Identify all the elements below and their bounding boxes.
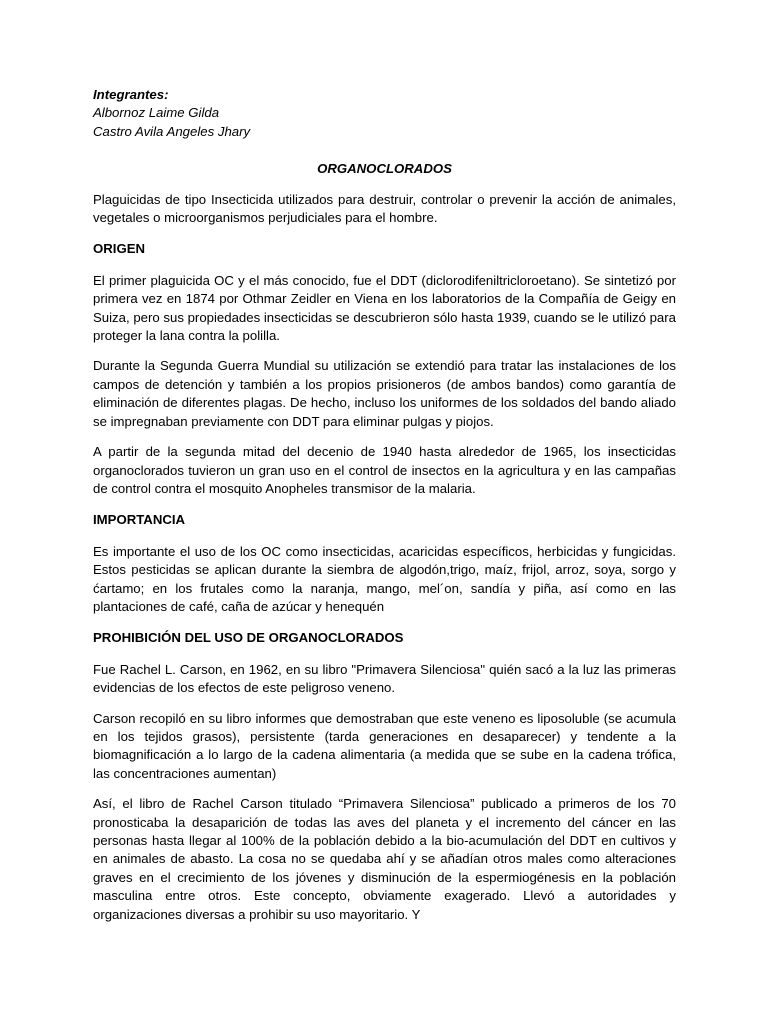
member-name: Albornoz Laime Gilda <box>93 105 220 121</box>
section-heading-origen: ORIGEN <box>93 241 146 257</box>
member-name: Castro Avila Angeles Jhary <box>93 123 251 139</box>
document-page <box>93 86 676 924</box>
paragraph: A partir de la segunda mitad del decenio de 1940 hasta alrededor de 1965, los insecticidas organoclorados tuvieron un gran uso en el control de insectos en la agricultura y en las campañas de control contra el mosquito Anopheles transmisor de la malaria. <box>93 444 676 496</box>
intro-paragraph: Plaguicidas de tipo Insecticida utilizados para destruir, controlar o prevenir la acción de animales, vegetales o microorganismos perjudiciales para el hombre. <box>93 191 676 226</box>
paragraph: Carson recopiló en su libro informes que demostraban que este veneno es liposoluble (se acumula en los tejidos grasos), persistente (tarda generaciones en desaparecer) y tendente a la biomagnificación a lo largo de la cadena alimentaria (a medida que se sube en la cadena trófica, las concentraciones aumentan) <box>93 710 676 781</box>
paragraph: Durante la Segunda Guerra Mundial su utilización se extendió para tratar las instalaciones de los campos de detención y también a los propios prisioneros (de ambos bandos) como garantía de eliminación de diferentes plagas. De hecho, incluso los uniformes de los soldados del bando aliado se impregnaban previamente con DDT para eliminar pulgas y piojos. <box>93 358 676 429</box>
members-block <box>93 86 676 141</box>
section-heading-importancia: IMPORTANCIA <box>93 512 186 528</box>
paragraph: Así, el libro de Rachel Carson titulado “Primavera Silenciosa” publicado a primeros de los 70 pronosticaba la desaparición de todas las aves del planeta y el incremento del cáncer en las personas hasta llegar al 100% de la población debido a la bio-acumulación del DDT en cultivos y en animales de abasto. La cosa no se quedaba ahí y se añadían otros males como alteraciones graves en el crecimiento de los jóvenes y disminución de la espermiogénesis en la población masculina entre otros. Este concepto, obviamente exagerado. Llevó a autoridades y organizaciones diversas a prohibir su uso mayoritario. Y <box>93 796 676 922</box>
section-heading-prohibicion: PROHIBICIÓN DEL USO DE ORGANOCLORADOS <box>93 630 404 646</box>
paragraph: El primer plaguicida OC y el más conocido, fue el DDT (diclorodifeniltricloroetano). Se sintetizó por primera vez en 1874 por Othmar Zeidler en Viena en los laboratorios de la Compañía de Geigy en Suiza, pero sus propiedades insecticidas se descubrieron sólo hasta 1939, cuando se le utilizó para proteger la lana contra la polilla. <box>93 272 676 344</box>
paragraph: Fue Rachel L. Carson, en 1962, en su libro "Primavera Silenciosa" quién sacó a la luz las primeras evidencias de los efectos de este peligroso veneno. <box>93 661 676 696</box>
paragraph: Es importante el uso de los OC como insecticidas, acaricidas específicos, herbicidas y fungicidas. Estos pesticidas se aplican durante la siembra de algodón,trigo, maíz, frijol, arroz, soya, sorgo y ćartamo; en los frutales como la naranja, mango, mel´on, sandía y piña, así como en las plantaciones de café, caña de azúcar y henequén <box>93 543 676 614</box>
members-label: Integrantes: <box>93 87 169 102</box>
document-title: ORGANOCLORADOS <box>317 161 452 177</box>
